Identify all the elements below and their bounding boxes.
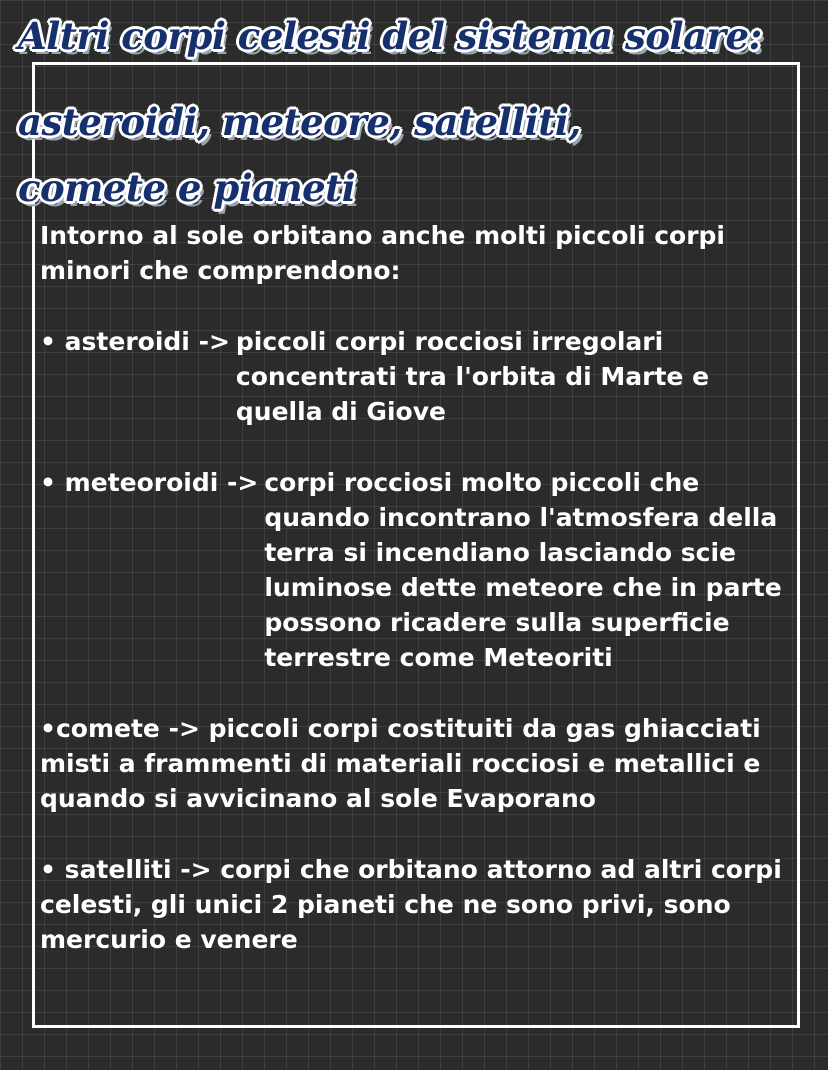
item-definition: piccoli corpi costituiti da gas ghiacciati misti a frammenti di materiali rocciosi e metallici e quando si avvicinano al sole Evaporano <box>40 714 761 813</box>
title-line-1: Altri corpi celesti del sistema solare: <box>18 14 762 58</box>
item-definition: corpi che orbitano attorno ad altri corpi celesti, gli unici 2 pianeti che ne sono privi, sono mercurio e venere <box>40 855 782 954</box>
title-line-2: asteroidi, meteore, satelliti, <box>18 100 581 144</box>
item-asteroidi <box>40 324 792 429</box>
item-term: • satelliti -> <box>40 855 212 884</box>
item-definition: piccoli corpi rocciosi irregolari concentrati tra l'orbita di Marte e quella di Giove <box>235 327 710 426</box>
item-term: • asteroidi -> <box>40 327 230 356</box>
notes-content <box>40 218 792 957</box>
item-comete <box>40 711 792 816</box>
title-line-3: comete e pianeti <box>18 166 356 210</box>
item-satelliti <box>40 852 792 957</box>
item-meteoroidi <box>40 465 792 675</box>
item-term: •comete -> <box>40 714 200 743</box>
item-definition: corpi rocciosi molto piccoli che quando incontrano l'atmosfera della terra si incendiano lasciando scie luminose dette meteore che in parte possono ricadere sulla superficie terrestre come Meteoriti <box>264 468 782 672</box>
intro-text: Intorno al sole orbitano anche molti piccoli corpi minori che comprendono: <box>40 221 725 285</box>
item-term: • meteoroidi -> <box>40 468 259 497</box>
